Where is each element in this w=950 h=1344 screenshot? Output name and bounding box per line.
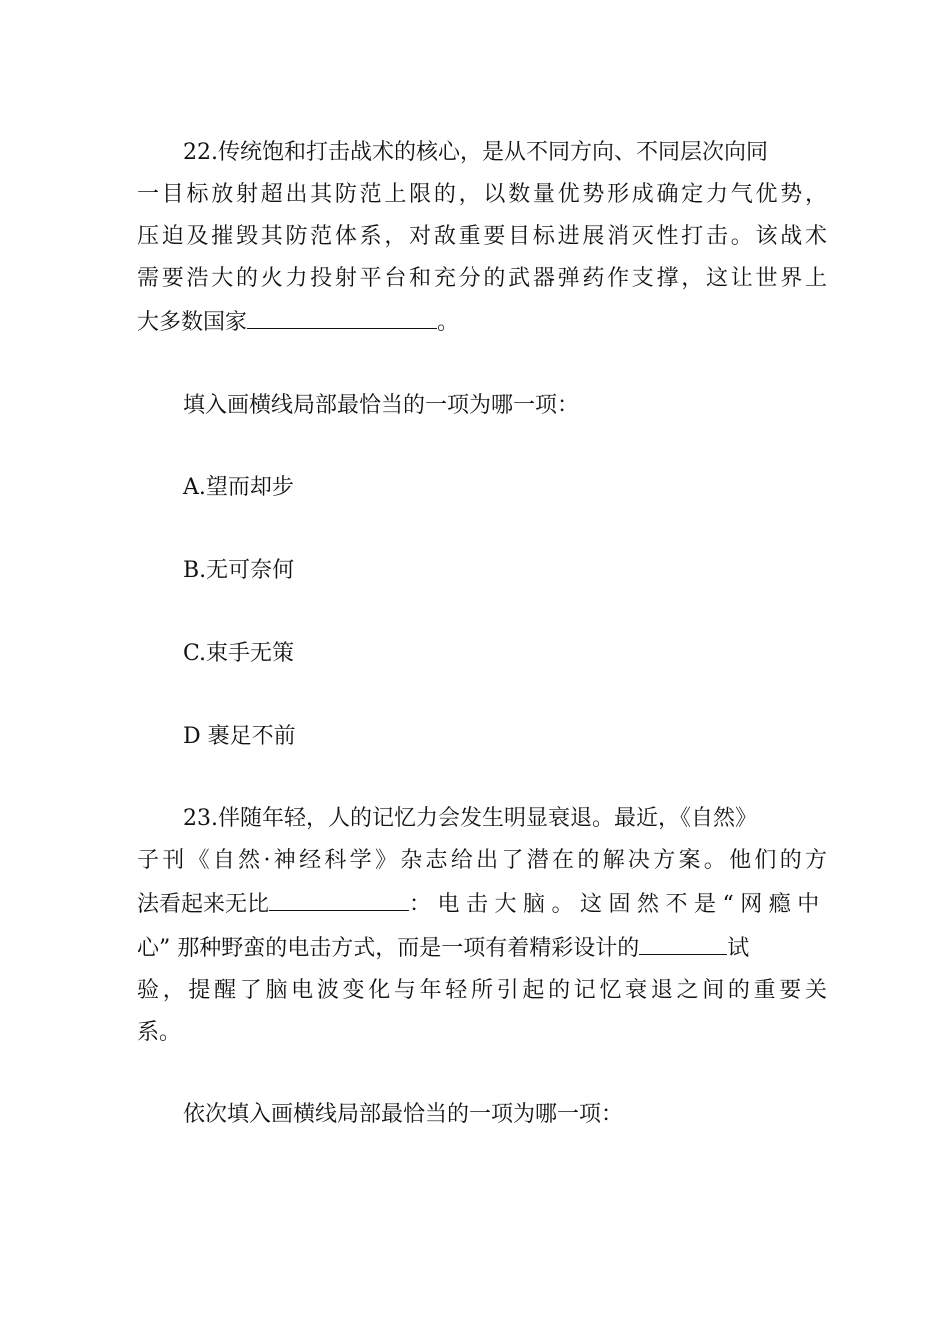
q23-line-1: 23.伴随年轻，人的记忆力会发生明显衰退。最近，《自然》	[183, 806, 757, 831]
q22-line-1: 22.传统饱和打击战术的核心，是从不同方向、不同层次向同	[183, 140, 768, 165]
q22-line-2: 一目标放射超出其防范上限的，以数量优势形成确定力气优势，	[137, 182, 827, 207]
q23-line-4-pre: 心” 那种野蛮的电击方式，而是一项有着精彩设计的	[137, 936, 640, 961]
q22-option-c: C.束手无策	[183, 641, 295, 666]
q23-prompt: 依次填入画横线局部最恰当的一项为哪一项：	[183, 1102, 624, 1127]
q22-line-5	[137, 300, 827, 344]
q23-answer-blank-2	[639, 926, 727, 955]
q22-line-4: 需要浩大的火力投射平台和充分的武器弹药作支撑，这让世界上	[137, 266, 827, 291]
q23-answer-blank-1	[269, 882, 409, 911]
q23-line-3-post: ：电击大脑。这固然不是“网瘾中	[409, 892, 826, 917]
q23-line-5: 验，提醒了脑电波变化与年轻所引起的记忆衰退之间的重要关	[137, 978, 827, 1003]
question-23-text	[137, 798, 827, 1054]
q23-line-3-pre: 法看起来无比	[137, 892, 270, 917]
q23-line-2: 子刊《自然·神经科学》杂志给出了潜在的解决方案。他们的方	[137, 848, 827, 873]
q23-line-4	[137, 926, 827, 970]
q22-line-5-pre: 大多数国家	[137, 310, 248, 335]
q23-line-6: 系。	[137, 1020, 182, 1045]
q23-line-3	[137, 882, 827, 926]
q22-answer-blank	[247, 300, 437, 329]
q22-option-d: D 裹足不前	[183, 724, 296, 749]
q22-line-5-post: 。	[437, 310, 460, 335]
question-22-text	[137, 132, 827, 344]
q22-option-a: A.望而却步	[183, 475, 294, 500]
q22-option-b: B.无可奈何	[183, 558, 295, 583]
q23-line-4-post: 试	[727, 936, 750, 961]
q22-line-3: 压迫及摧毁其防范体系，对敌重要目标进展消灭性打击。该战术	[137, 224, 827, 249]
q22-prompt: 填入画横线局部最恰当的一项为哪一项：	[183, 393, 580, 418]
